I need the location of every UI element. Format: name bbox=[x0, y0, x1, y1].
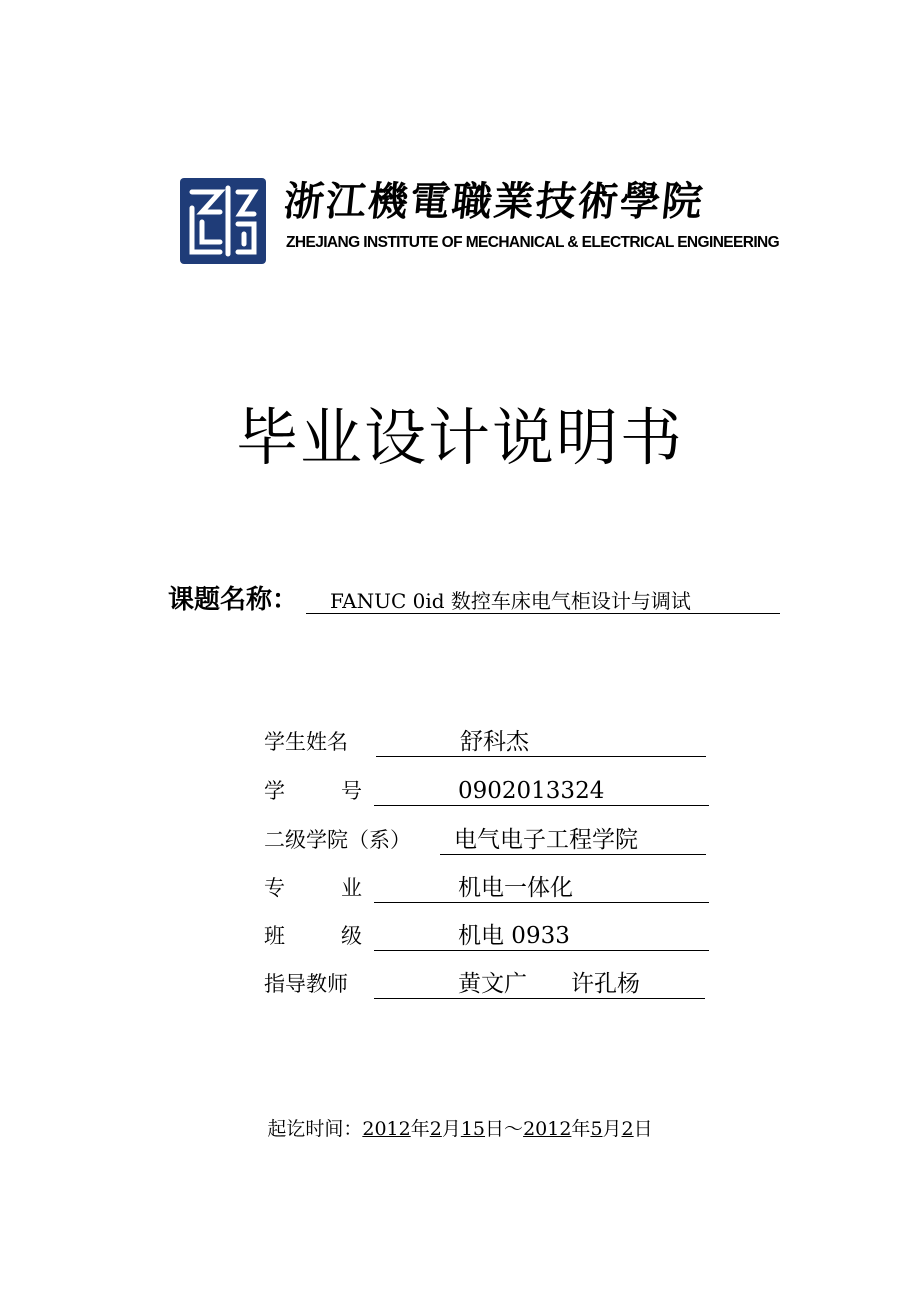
document-title: 毕业设计说明书 bbox=[235, 401, 684, 474]
student-name-label: 学生姓名 bbox=[264, 730, 348, 754]
class-label-a: 班 bbox=[264, 924, 285, 948]
start-month-char: 月 bbox=[441, 1118, 461, 1140]
start-year-char: 年 bbox=[410, 1118, 430, 1140]
class-label-b: 级 bbox=[341, 924, 362, 948]
start-day-char: 日 bbox=[485, 1118, 505, 1140]
end-month: 5 bbox=[590, 1118, 603, 1140]
school-logo-icon bbox=[180, 178, 266, 264]
major-value: 机电一体化 bbox=[374, 873, 709, 903]
major-label-a: 专 bbox=[264, 876, 285, 900]
end-day: 2 bbox=[621, 1118, 634, 1140]
college-value: 电气电子工程学院 bbox=[440, 825, 706, 855]
student-name-value: 舒科杰 bbox=[376, 727, 706, 757]
college-label: 二级学院（系） bbox=[264, 828, 411, 852]
end-year-char: 年 bbox=[571, 1118, 591, 1140]
start-month: 2 bbox=[429, 1118, 442, 1140]
school-name-english: ZHEJIANG INSTITUTE OF MECHANICAL & ELECTRICAL ENGINEERING bbox=[286, 234, 780, 251]
advisor-name-1: 黄文广 bbox=[458, 971, 527, 997]
end-year: 2012 bbox=[523, 1118, 572, 1140]
class-label bbox=[264, 921, 362, 951]
end-day-char: 日 bbox=[633, 1118, 653, 1140]
advisor-label: 指导教师 bbox=[264, 972, 348, 996]
advisor-value bbox=[374, 969, 705, 999]
date-range-label: 起讫时间： bbox=[267, 1118, 363, 1140]
student-id-label bbox=[264, 776, 362, 806]
class-value: 机电 0933 bbox=[374, 921, 709, 951]
student-id-value: 0902013324 bbox=[374, 776, 709, 806]
advisor-name-2: 许孔杨 bbox=[571, 971, 640, 997]
major-label bbox=[264, 873, 362, 903]
start-day: 15 bbox=[460, 1118, 486, 1140]
end-month-char: 月 bbox=[602, 1118, 622, 1140]
student-id-label-b: 号 bbox=[341, 779, 362, 803]
date-range bbox=[0, 1115, 920, 1143]
start-year: 2012 bbox=[362, 1118, 411, 1140]
date-separator: ～ bbox=[504, 1118, 524, 1140]
topic-value: FANUC 0id 数控车床电气柜设计与调试 bbox=[306, 588, 780, 614]
topic-label: 课题名称： bbox=[168, 585, 299, 615]
school-name-chinese: 浙江機電職業技術學院 bbox=[281, 178, 707, 225]
major-label-b: 业 bbox=[341, 876, 362, 900]
student-id-label-a: 学 bbox=[264, 779, 285, 803]
